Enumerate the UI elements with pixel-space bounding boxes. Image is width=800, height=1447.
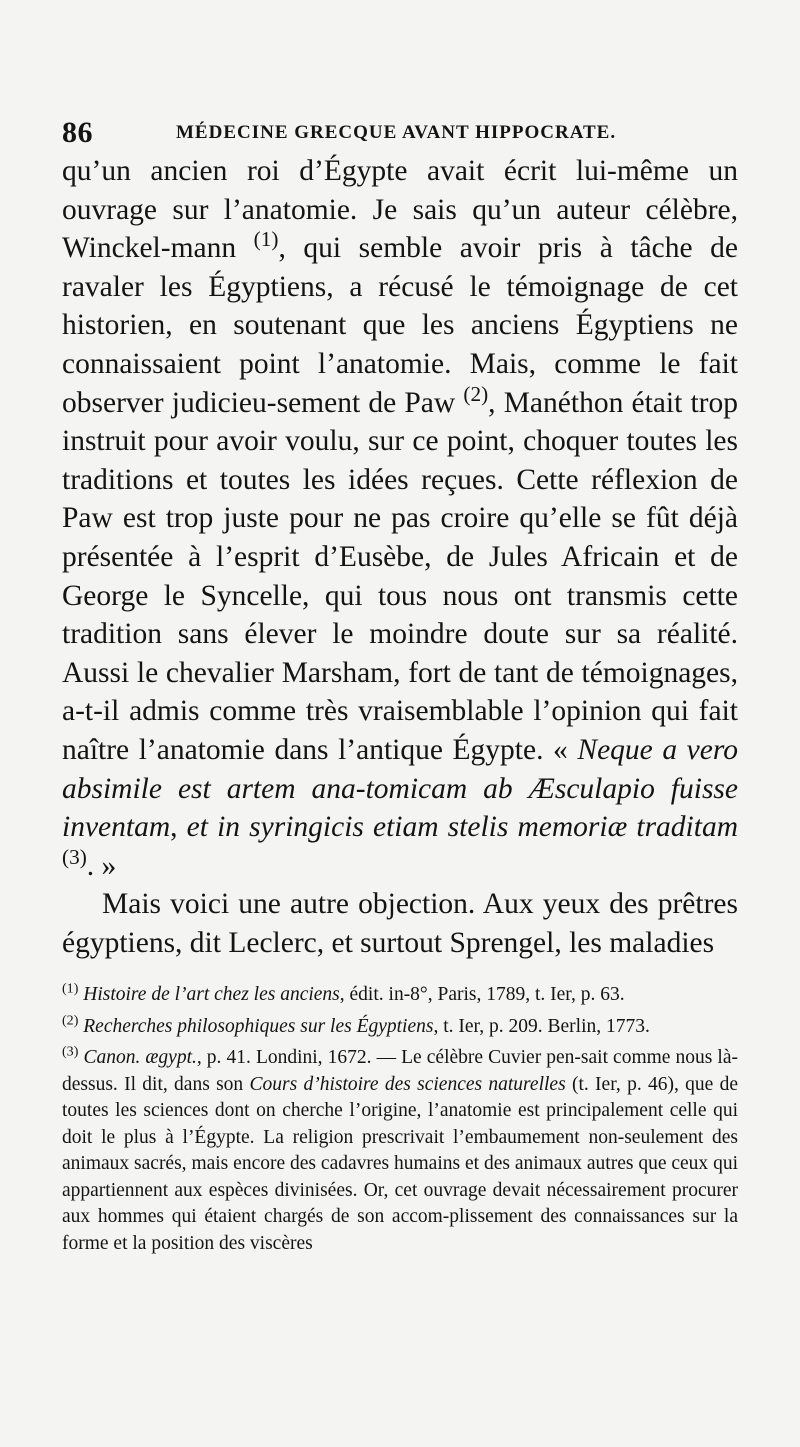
text-run: , qui semble avoir pris à tâche de ravaler les Égyptiens, a récusé le témoignage de cet historien, en soutenant que les anciens Égyptiens ne connaissaient point l’anatomie. Mais, comme le fait observer judicieu-sement de Paw	[62, 232, 738, 419]
footnote-ref-3: (3)	[62, 844, 87, 869]
text-run: ,	[170, 811, 187, 844]
footnote-title: Cours d’histoire des sciences naturelles	[249, 1073, 566, 1095]
footnote-ref-2: (2)	[463, 381, 489, 406]
text-run: . »	[86, 849, 117, 882]
footnote-2	[62, 1014, 738, 1041]
footnote-text: (t. Ier, p. 46), que de toutes les sciences dont on cherche l’origine, l’anatomie est principalement celle qui doit le plus à l’Égypte. La religion prescrivait l’embaumement non-seulement des animaux sacrés, mais encore des cadavres humains et des animaux autres que ceux qui appartiennent aux espèces divinisées. Or, cet ouvrage devait nécessairement procurer aux hommes qui étaient chargés de son accom-plissement des connaissances sur la forme et la position des viscères	[62, 1073, 739, 1254]
text-run: , Manéthon était trop instruit pour avoir voulu, sur ce point, choquer toutes les traditions et toutes les idées reçues. Cette réflexion de Paw est trop juste pour ne pas croire qu’elle se fût déjà présentée à l’esprit d’Eusèbe, de Jules Africain et de George le Syncelle, qui tous nous ont transmis cette tradition sans élever le moindre doute sur sa réalité. Aussi le chevalier Marsham, fort de tant de témoignages, a-t-il admis comme très vraisemblable l’opinion qui fait naître l’anatomie dans l’antique Égypte. «	[62, 386, 738, 766]
main-text	[62, 152, 738, 962]
footnote-mark: (3)	[62, 1043, 79, 1060]
paragraph-1	[62, 152, 738, 885]
running-head: MÉDECINE GRECQUE AVANT HIPPOCRATE.	[176, 122, 617, 143]
text-run: qu’un ancien roi d’Égypte avait écrit lui-même un ouvrage sur l’anatomie. Je sais qu’un auteur célèbre, Winckel-mann	[62, 155, 738, 265]
footnote-title: Recherches philosophiques sur les Égyptiens	[83, 1015, 434, 1037]
footnote-text: , t. Ier, p. 209. Berlin, 1773.	[433, 1015, 650, 1037]
latin-quote-2: et in syringicis etiam stelis memoriæ traditam	[186, 811, 739, 844]
page-header	[62, 112, 738, 152]
footnote-text: , édit. in-8°, Paris, 1789, t. Ier, p. 63.	[339, 984, 625, 1006]
page-number: 86	[62, 116, 93, 149]
latin-quote: Neque a vero absimile est artem ana-tomicam ab Æsculapio fuisse inventam	[62, 733, 738, 844]
footnote-ref-1: (1)	[253, 227, 279, 252]
footnote-title: Canon. ægypt.	[83, 1047, 197, 1069]
footnote-3	[62, 1045, 738, 1257]
footnote-mark: (1)	[62, 980, 79, 997]
paragraph-2: Mais voici une autre objection. Aux yeux des prêtres égyptiens, dit Leclerc, et surtout Sprengel, les maladies	[62, 888, 738, 959]
book-page	[62, 112, 738, 1262]
footnote-title: Histoire de l’art chez les anciens	[83, 984, 340, 1006]
footnotes	[62, 982, 738, 1257]
footnote-text: , p. 41. Londini, 1672. — Le célèbre Cuvier pen-sait comme nous là-dessus. Il dit, dans son	[62, 1047, 738, 1095]
footnote-mark: (2)	[62, 1012, 79, 1029]
footnote-1	[62, 982, 738, 1009]
